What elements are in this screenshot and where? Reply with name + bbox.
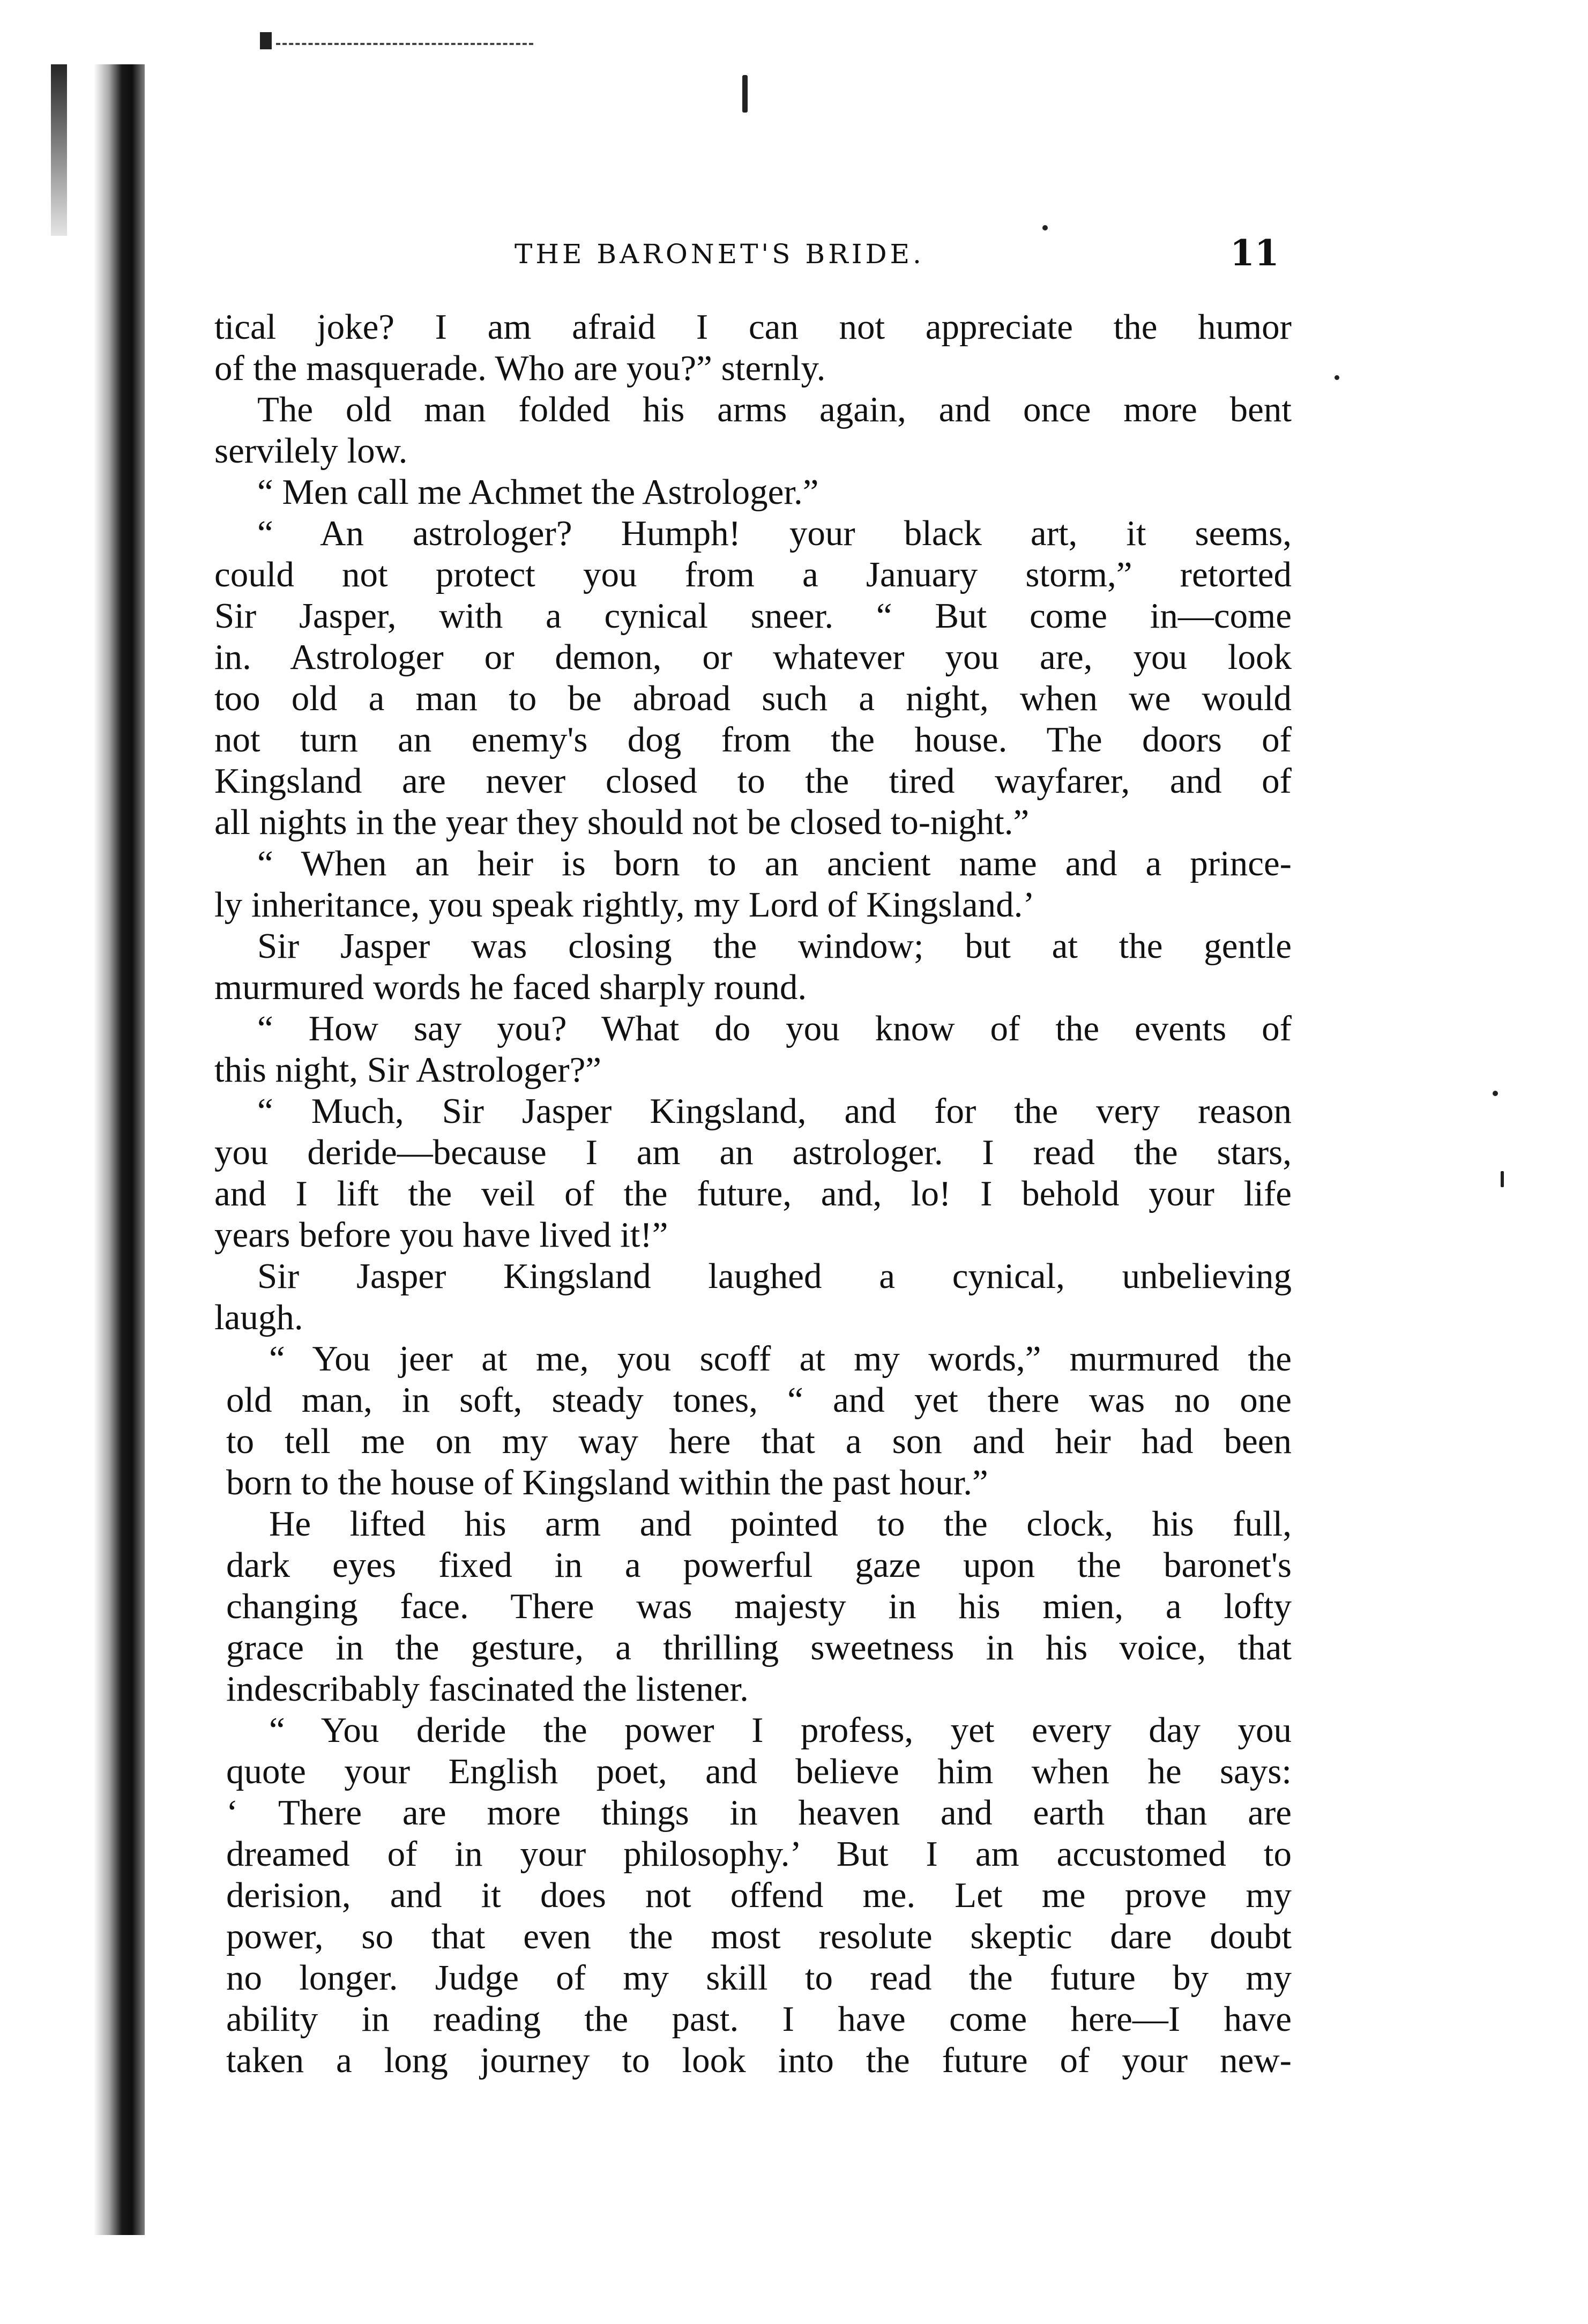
text-line: ly inheritance, you speak rightly, my Lord of Kingsland.’ <box>214 885 1035 925</box>
text-line: “ Men call me Achmet the Astrologer.” <box>257 472 819 512</box>
text-line: taken a long journey to look into the future of your new- <box>226 2040 1292 2080</box>
text-line: “ When an heir is born to an ancient name and a prince- <box>257 844 1292 883</box>
text-line: this night, Sir Astrologer?” <box>214 1050 602 1090</box>
text-line: could not protect you from a January storm,” retorted <box>214 555 1292 594</box>
text-line: changing face. There was majesty in his mien, a lofty <box>226 1586 1292 1626</box>
text-line: power, so that even the most resolute skeptic dare doubt <box>226 1917 1292 1956</box>
text-line: old man, in soft, steady tones, “ and yet there was no one <box>226 1380 1292 1420</box>
text-line: to tell me on my way here that a son and heir had been <box>226 1421 1292 1461</box>
scan-top-mark <box>260 27 544 48</box>
text-line: and I lift the veil of the future, and, lo! I behold your life <box>214 1174 1292 1213</box>
text-line: dark eyes fixed in a powerful gaze upon the baronet's <box>226 1545 1292 1585</box>
text-line: ‘ There are more things in heaven and earth than are <box>226 1793 1292 1833</box>
scan-speck <box>1334 375 1339 380</box>
text-line: years before you have lived it!” <box>214 1215 668 1255</box>
scan-edge-mark <box>51 64 67 236</box>
text-line: servilely low. <box>214 431 408 471</box>
text-line: indescribably fascinated the listener. <box>226 1669 749 1709</box>
text-line: derision, and it does not offend me. Let me prove my <box>226 1875 1292 1915</box>
text-line: “ An astrologer? Humph! your black art, it seems, <box>257 513 1292 553</box>
text-line: in. Astrologer or demon, or whatever you are, you look <box>214 637 1292 677</box>
text-line: Kingsland are never closed to the tired wayfarer, and of <box>214 761 1292 801</box>
text-line: Sir Jasper, with a cynical sneer. “ But come in—come <box>214 596 1292 636</box>
text-line: laugh. <box>214 1298 303 1337</box>
text-line: “ You jeer at me, you scoff at my words,” murmured the <box>269 1339 1292 1379</box>
text-line: no longer. Judge of my skill to read the future by my <box>226 1958 1292 1998</box>
text-line: of the masquerade. Who are you?” sternly. <box>214 348 826 388</box>
running-head: THE BARONET'S BRIDE. <box>515 239 925 270</box>
text-line: grace in the gesture, a thrilling sweetness in his voice, that <box>226 1628 1292 1667</box>
text-line: The old man folded his arms again, and once more bent <box>257 390 1292 429</box>
binding-shadow <box>94 64 145 2235</box>
text-line: “ You deride the power I profess, yet every day you <box>269 1710 1292 1750</box>
text-line: you deride—because I am an astrologer. I read the stars, <box>214 1133 1292 1172</box>
text-line: not turn an enemy's dog from the house. The doors of <box>214 720 1292 759</box>
page-number: 11 <box>1230 232 1279 274</box>
text-line: Sir Jasper Kingsland laughed a cynical, unbelieving <box>257 1256 1292 1296</box>
text-line: born to the house of Kingsland within the past hour.” <box>226 1463 988 1502</box>
text-line: He lifted his arm and pointed to the clock, his full, <box>269 1504 1292 1544</box>
page-header <box>0 232 1588 276</box>
text-line: tical joke? I am afraid I can not appreciate the humor <box>214 307 1292 347</box>
text-line: “ How say you? What do you know of the events of <box>257 1009 1292 1048</box>
text-line: ability in reading the past. I have come here—I have <box>226 1999 1292 2039</box>
body-text <box>214 307 1292 2081</box>
scan-speck <box>1501 1171 1504 1187</box>
text-line: all nights in the year they should not be closed to-night.” <box>214 802 1030 842</box>
scan-speck <box>1493 1091 1498 1096</box>
text-line: quote your English poet, and believe him when he says: <box>226 1752 1292 1791</box>
text-line: too old a man to be abroad such a night, when we would <box>214 679 1292 718</box>
text-line: dreamed of in your philosophy.’ But I am accustomed to <box>226 1834 1292 1874</box>
text-line: “ Much, Sir Jasper Kingsland, and for the very reason <box>257 1091 1292 1131</box>
scan-speck <box>1042 225 1048 230</box>
scan-speck <box>742 75 748 113</box>
text-line: Sir Jasper was closing the window; but at the gentle <box>257 926 1292 966</box>
text-line: murmured words he faced sharply round. <box>214 967 807 1007</box>
